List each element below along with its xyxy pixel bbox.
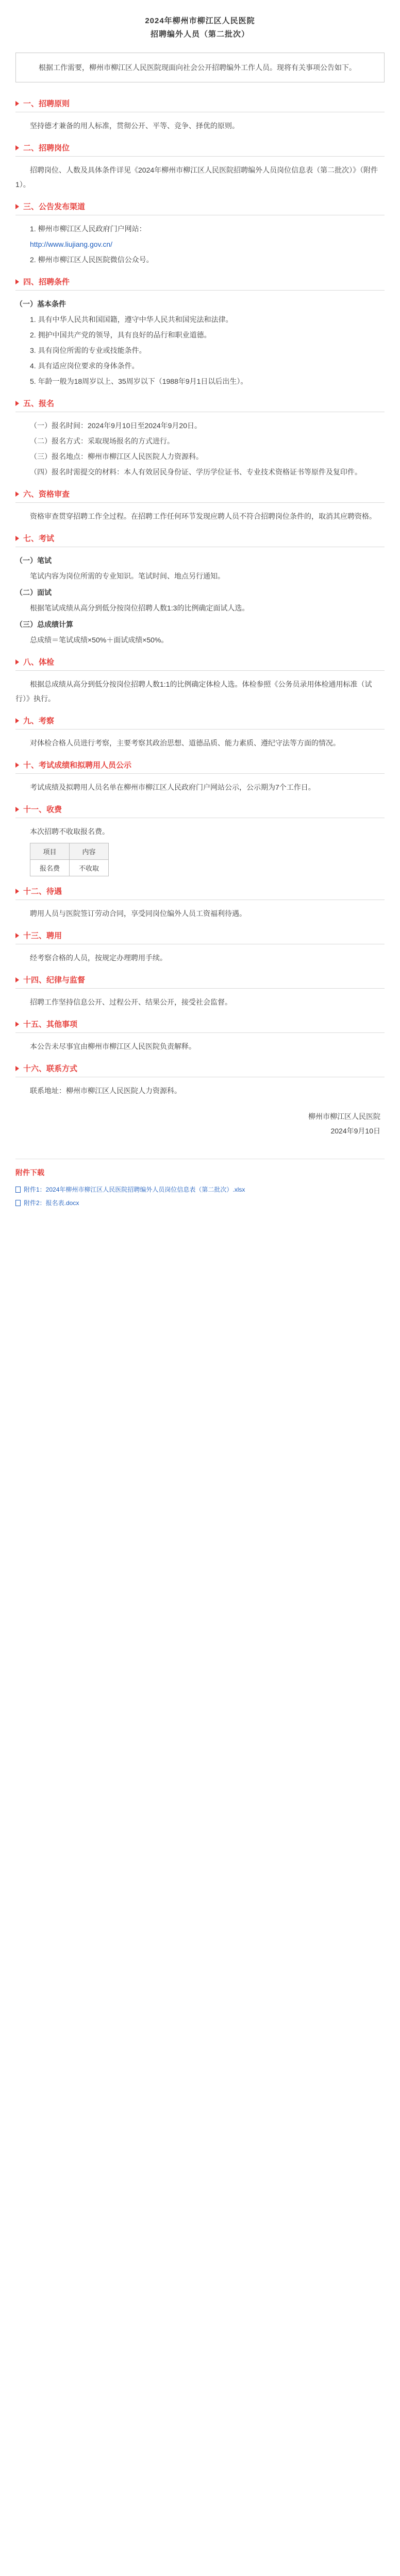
section-paragraph: 招聘岗位、人数及具体条件详见《2024年柳州市柳江区人民医院招聘编外人员岗位信息表（第二批次）》（附件1）。 <box>15 166 378 189</box>
triangle-bullet-icon <box>15 145 19 150</box>
section-subheading: （三）总成绩计算 <box>15 620 73 629</box>
section-paragraph: 根据总成绩从高分到低分按岗位招聘人数1:1的比例确定体检人选。体检参照《公务员录用体检通用标准（试行）》执行。 <box>15 680 372 703</box>
section-paragraph: 5. 年龄一般为18周岁以上、35周岁以下（1988年9月1日以后出生）。 <box>30 377 248 385</box>
table-cell: 报名费 <box>30 860 70 876</box>
triangle-bullet-icon <box>15 807 19 812</box>
attachment-link[interactable] <box>15 1183 385 1196</box>
triangle-bullet-icon <box>15 659 19 665</box>
section-paragraph: （二）报名方式：采取现场报名的方式进行。 <box>30 437 174 445</box>
section-header <box>15 930 385 944</box>
attachments-list <box>15 1183 385 1210</box>
section <box>15 715 385 750</box>
section-paragraph: 经考察合格的人员，按规定办理聘用手续。 <box>30 954 167 962</box>
section-title: 四、招聘条件 <box>23 278 70 286</box>
section-header <box>15 886 385 900</box>
section-title: 十五、其他事项 <box>23 1020 78 1029</box>
triangle-bullet-icon <box>15 718 19 723</box>
section-paragraph: 招聘工作坚持信息公开、过程公开、结果公开，接受社会监督。 <box>30 998 232 1006</box>
section-title: 九、考察 <box>23 717 55 725</box>
section-title: 十四、纪律与监督 <box>23 976 86 985</box>
attachment-label: 附件2：报名表.docx <box>24 1199 79 1207</box>
article-body <box>15 98 385 1098</box>
section <box>15 533 385 647</box>
title-line-1: 2024年柳州市柳江区人民医院 <box>145 16 255 25</box>
section-title: 二、招聘岗位 <box>23 144 70 152</box>
table-cell: 不收取 <box>70 860 109 876</box>
section-paragraph: （四）报名时需提交的材料：本人有效居民身份证、学历学位证书、专业技术资格证书等原件及复印件。 <box>30 468 362 476</box>
section-header <box>15 533 385 547</box>
attachments-box <box>15 1159 385 1210</box>
section <box>15 930 385 965</box>
section-paragraph: 2. 柳州市柳江区人民医院微信公众号。 <box>30 256 154 264</box>
section-subheading: （二）面试 <box>15 588 52 597</box>
section-paragraph: 坚持德才兼备的用人标准，贯彻公开、平等、竞争、择优的原则。 <box>30 122 239 130</box>
section-header <box>15 715 385 730</box>
fee-table <box>30 843 109 876</box>
section-header <box>15 759 385 774</box>
section-paragraph: 笔试内容为岗位所需的专业知识。笔试时间、地点另行通知。 <box>30 572 225 580</box>
section-title: 十六、联系方式 <box>23 1064 78 1073</box>
triangle-bullet-icon <box>15 889 19 894</box>
triangle-bullet-icon <box>15 101 19 106</box>
section-paragraph: 2. 拥护中国共产党的领导，具有良好的品行和职业道德。 <box>30 331 211 339</box>
section-header <box>15 276 385 291</box>
section-paragraph: 1. 柳州市柳江区人民政府门户网站： <box>30 225 146 233</box>
section <box>15 974 385 1009</box>
section <box>15 759 385 794</box>
section-header <box>15 488 385 503</box>
section-header <box>15 142 385 157</box>
section-paragraph: 总成绩＝笔试成绩×50%＋面试成绩×50%。 <box>30 636 169 644</box>
signature-org: 柳州市柳江区人民医院 <box>308 1112 380 1121</box>
section-title: 三、公告发布渠道 <box>23 202 86 211</box>
section-paragraph: 考试成绩及拟聘用人员名单在柳州市柳江区人民政府门户网站公示，公示期为7个工作日。 <box>30 783 315 791</box>
intro-paragraph: 根据工作需要，柳州市柳江区人民医院现面向社会公开招聘编外工作人员。现将有关事项公告如下。 <box>15 53 385 82</box>
attachments-title: 附件下载 <box>15 1168 44 1177</box>
triangle-bullet-icon <box>15 204 19 209</box>
article-page <box>15 0 385 1210</box>
section <box>15 276 385 388</box>
section-header <box>15 974 385 989</box>
file-icon <box>15 1187 21 1193</box>
section-title: 十、考试成绩和拟聘用人员公示 <box>23 761 132 770</box>
section <box>15 886 385 921</box>
section-header <box>15 398 385 412</box>
table-header-cell: 项目 <box>30 843 70 860</box>
section <box>15 656 385 706</box>
section-paragraph: （一）报名时间：2024年9月10日至2024年9月20日。 <box>30 421 202 430</box>
triangle-bullet-icon <box>15 762 19 768</box>
table-header-row <box>30 843 109 860</box>
section-paragraph: 3. 具有岗位所需的专业或技能条件。 <box>30 346 146 354</box>
attachment-label: 附件1：2024年柳州市柳江区人民医院招聘编外人员岗位信息表（第二批次）.xlsx <box>24 1186 245 1193</box>
attachment-link[interactable] <box>15 1196 385 1210</box>
section-title: 十二、待遇 <box>23 887 62 896</box>
section <box>15 488 385 523</box>
section-title: 六、资格审查 <box>23 490 70 499</box>
section-title: 五、报名 <box>23 399 55 408</box>
section-header <box>15 201 385 215</box>
signature-date: 2024年9月10日 <box>330 1127 380 1135</box>
triangle-bullet-icon <box>15 1022 19 1027</box>
article-title <box>15 14 385 41</box>
file-icon <box>15 1200 21 1206</box>
triangle-bullet-icon <box>15 401 19 406</box>
section-title: 八、体检 <box>23 658 55 667</box>
section <box>15 1063 385 1098</box>
triangle-bullet-icon <box>15 1066 19 1071</box>
section-header <box>15 1019 385 1033</box>
section <box>15 142 385 192</box>
section-paragraph: 联系地址：柳州市柳江区人民医院人力资源科。 <box>30 1087 181 1095</box>
section-paragraph: 4. 具有适应岗位要求的身体条件。 <box>30 362 139 370</box>
table-row <box>30 860 109 876</box>
section-paragraph: 本次招聘不收取报名费。 <box>30 827 109 836</box>
section-header <box>15 804 385 818</box>
triangle-bullet-icon <box>15 492 19 497</box>
section-title: 一、招聘原则 <box>23 99 70 108</box>
section-paragraph: 对体检合格人员进行考察，主要考察其政治思想、道德品质、能力素质、遵纪守法等方面的情况。 <box>30 739 340 747</box>
section <box>15 804 385 876</box>
section-link[interactable]: http://www.liujiang.gov.cn/ <box>30 240 113 248</box>
section-title: 十三、聘用 <box>23 931 62 940</box>
section-paragraph: 本公告未尽事宜由柳州市柳江区人民医院负责解释。 <box>30 1042 196 1050</box>
section-header <box>15 98 385 112</box>
table-header-cell: 内容 <box>70 843 109 860</box>
signature-block <box>15 1109 385 1138</box>
section-paragraph: 1. 具有中华人民共和国国籍，遵守中华人民共和国宪法和法律。 <box>30 315 233 324</box>
section-header <box>15 1063 385 1077</box>
triangle-bullet-icon <box>15 279 19 284</box>
section-header <box>15 656 385 671</box>
title-line-2: 招聘编外人员（第二批次） <box>150 30 249 39</box>
section <box>15 98 385 133</box>
triangle-bullet-icon <box>15 536 19 541</box>
section <box>15 398 385 479</box>
section-title: 七、考试 <box>23 534 55 543</box>
section-paragraph: 根据笔试成绩从高分到低分按岗位招聘人数1:3的比例确定面试人选。 <box>30 604 249 612</box>
section-paragraph: 聘用人员与医院签订劳动合同，享受同岗位编外人员工资福利待遇。 <box>30 909 246 918</box>
section-paragraph: 资格审查贯穿招聘工作全过程。在招聘工作任何环节发现应聘人员不符合招聘岗位条件的，取消其应聘资格。 <box>30 512 376 520</box>
triangle-bullet-icon <box>15 977 19 982</box>
section <box>15 1019 385 1054</box>
triangle-bullet-icon <box>15 933 19 938</box>
section-subheading: （一）笔试 <box>15 556 52 565</box>
section-title: 十一、收费 <box>23 805 62 814</box>
section <box>15 201 385 267</box>
section-paragraph: （三）报名地点：柳州市柳江区人民医院人力资源科。 <box>30 452 203 461</box>
section-subheading: （一）基本条件 <box>15 300 66 308</box>
